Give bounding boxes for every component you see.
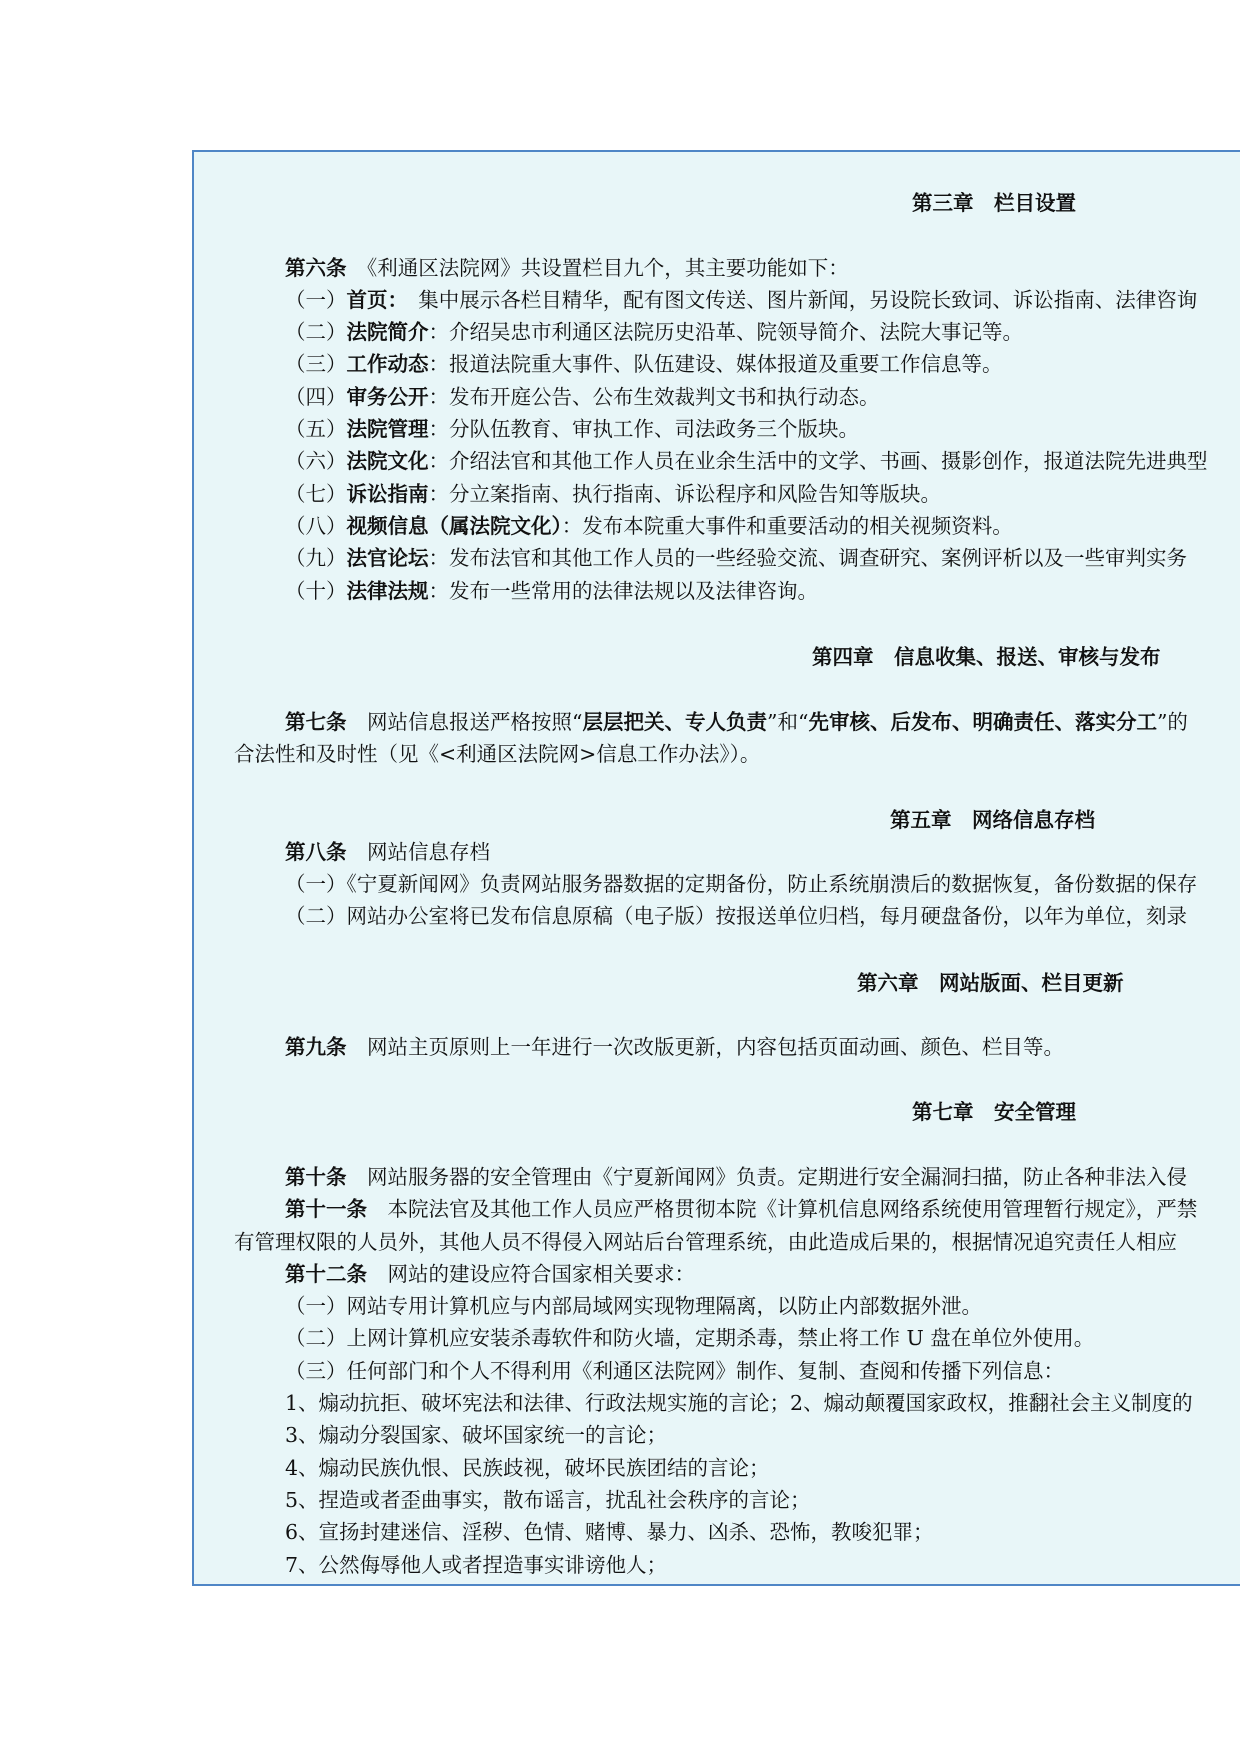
article-12-heading: 第十二条 网站的建设应符合国家相关要求： [285,1262,695,1286]
column-term: 诉讼指南 [346,482,429,506]
column-item-10: （十）法律法规：发布一些常用的法律法规以及法律咨询。 [285,579,818,603]
article-8-label: 第八条 [285,840,347,864]
chapter-4-heading: 第四章 信息收集、报送、审核与发布 [812,645,1161,669]
column-item-3: （三）工作动态：报道法院重大事件、队伍建设、媒体报道及重要工作信息等。 [285,352,1003,376]
column-term: 法院文化 [346,449,429,473]
prohibited-info-7: 7、公然侮辱他人或者捏造事实诽谤他人； [285,1553,668,1577]
article-12-item-2: （二）上网计算机应安装杀毒软件和防火墙，定期杀毒，禁止将工作 U 盘在单位外使用。 [285,1326,1095,1350]
article-8-item-1: （一）《宁夏新闻网》负责网站服务器数据的定期备份，防止系统崩溃后的数据恢复，备份数据的保存 [285,872,1198,896]
prohibited-info-4: 4、煽动民族仇恨、民族歧视，破坏民族团结的言论； [285,1456,770,1480]
column-item-4: （四）审务公开：发布开庭公告、公布生效裁判文书和执行动态。 [285,385,880,409]
chapter-6-heading: 第六章 网站版面、栏目更新 [857,971,1124,995]
document-page [192,150,1240,1586]
article-8-item-2: （二）网站办公室将已发布信息原稿（电子版）按报送单位归档，每月硬盘备份，以年为单位，刻录 [285,904,1187,928]
chapter-5-heading: 第五章 网络信息存档 [890,808,1095,832]
article-9: 第九条 网站主页原则上一年进行一次改版更新，内容包括页面动画、颜色、栏目等。 [285,1035,1064,1059]
chapter-3-heading: 第三章 栏目设置 [912,191,1076,215]
column-item-6: （六）法院文化：介绍法官和其他工作人员在业余生活中的文学、书画、摄影创作，报道法院先进典型 [285,449,1208,473]
article-11-line-2: 有管理权限的人员外，其他人员不得侵入网站后台管理系统，由此造成后果的，根据情况追究责任人相应 [234,1230,1177,1254]
column-term: 法院简介 [346,320,429,344]
column-term: 法院管理 [346,417,429,441]
article-12-item-1: （一）网站专用计算机应与内部局域网实现物理隔离，以防止内部数据外泄。 [285,1294,982,1318]
column-term: 视频信息（属法院文化） [346,514,562,538]
article-12-label: 第十二条 [285,1262,367,1286]
article-10-label: 第十条 [285,1165,347,1189]
prohibited-info-5: 5、捏造或者歪曲事实，散布谣言，扰乱社会秩序的言论； [285,1488,811,1512]
column-item-1: （一）首页： 集中展示各栏目精华，配有图文传送、图片新闻，另设院长致词、诉讼指南、法律咨询 [285,288,1198,312]
column-item-2: （二）法院简介：介绍吴忠市利通区法院历史沿革、院领导简介、法院大事记等。 [285,320,1023,344]
column-item-7: （七）诉讼指南：分立案指南、执行指南、诉讼程序和风险告知等版块。 [285,482,941,506]
column-term: 法官论坛 [346,546,429,570]
column-term: 首页： [346,288,398,312]
column-item-9: （九）法官论坛：发布法官和其他工作人员的一些经验交流、调查研究、案例评析以及一些审判实务 [285,546,1187,570]
column-term: 工作动态 [346,352,429,376]
prohibited-info-1-2: 1、煽动抗拒、破坏宪法和法律、行政法规实施的言论；2、煽动颠覆国家政权，推翻社会主义制度的 [285,1391,1193,1415]
article-7-line-2: 合法性和及时性（见《<利通区法院网>信息工作办法》）。 [234,742,761,766]
article-7-label: 第七条 [285,710,347,734]
prohibited-info-3: 3、煽动分裂国家、破坏国家统一的言论； [285,1423,668,1447]
column-item-8: （八）视频信息（属法院文化）：发布本院重大事件和重要活动的相关视频资料。 [285,514,1013,538]
article-7-line-1: 第七条 网站信息报送严格按照“层层把关、专人负责”和“先审核、后发布、明确责任、落实分工”的 [285,710,1188,734]
article-6-label: 第六条 [285,256,347,280]
chapter-7-heading: 第七章 安全管理 [912,1100,1076,1124]
column-item-5: （五）法院管理：分队伍教育、审执工作、司法政务三个版块。 [285,417,859,441]
article-11-line-1: 第十一条 本院法官及其他工作人员应严格贯彻本院《计算机信息网络系统使用管理暂行规定》，严禁 [285,1197,1198,1221]
article-12-item-3: （三）任何部门和个人不得利用《利通区法院网》制作、复制、查阅和传播下列信息： [285,1359,1064,1383]
article-6-text: 《利通区法院网》共设置栏目九个，其主要功能如下： [367,256,849,280]
column-term: 法律法规 [346,579,429,603]
article-10: 第十条 网站服务器的安全管理由《宁夏新闻网》负责。定期进行安全漏洞扫描，防止各种非法入侵 [285,1165,1187,1189]
article-8-heading: 第八条 网站信息存档 [285,840,490,864]
prohibited-info-6: 6、宣扬封建迷信、淫秽、色情、赌博、暴力、凶杀、恐怖，教唆犯罪； [285,1520,934,1544]
article-6-intro [285,255,849,281]
column-term: 审务公开 [346,385,429,409]
article-9-label: 第九条 [285,1035,347,1059]
article-11-label: 第十一条 [285,1197,367,1221]
